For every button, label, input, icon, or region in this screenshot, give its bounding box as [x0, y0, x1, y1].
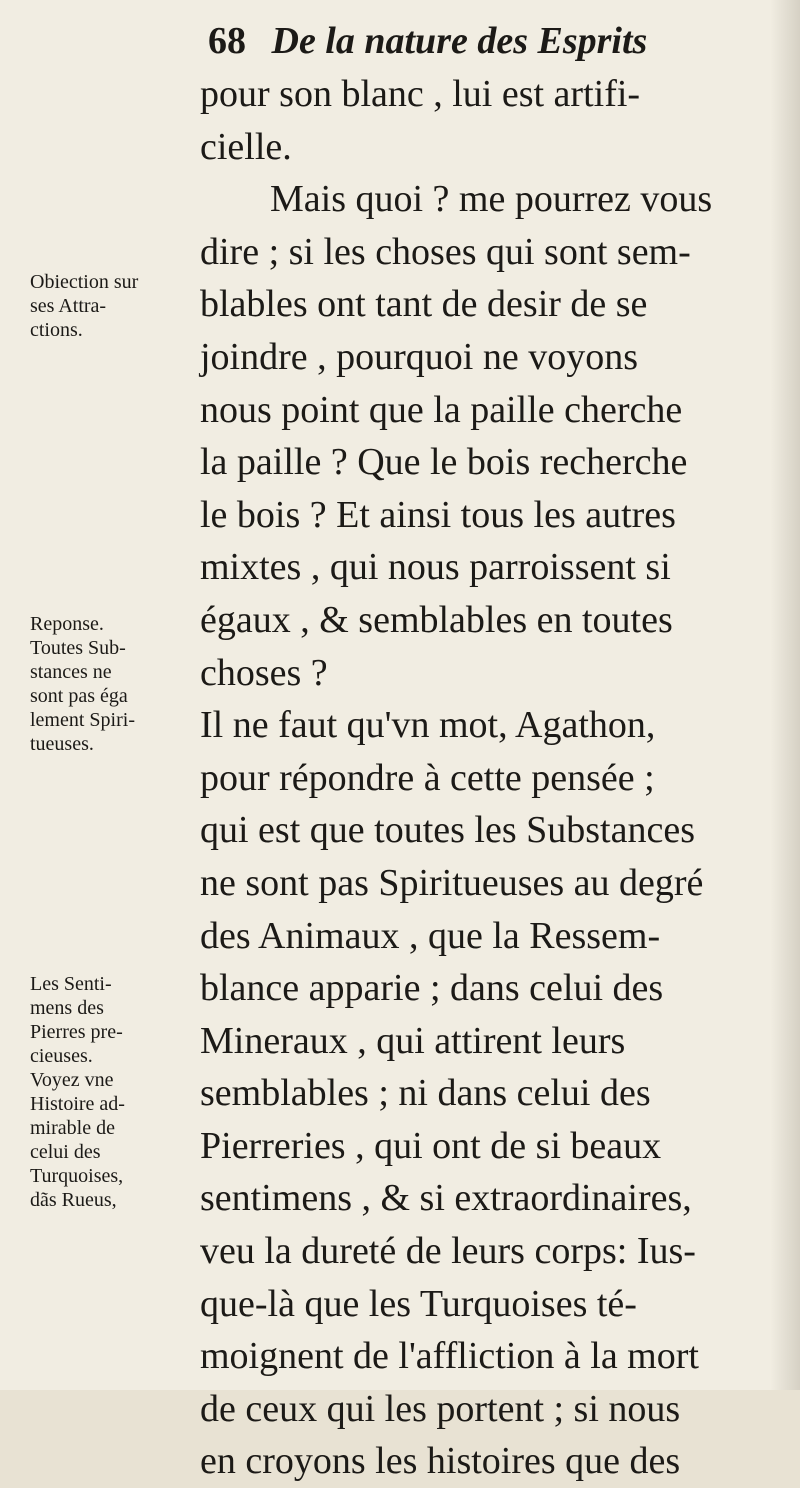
- margin-note-line: Histoire ad-: [30, 1093, 125, 1115]
- margin-note-line: lement Spiri-: [30, 709, 135, 731]
- text-line: des Animaux , que la Ressem-: [200, 914, 661, 957]
- margin-note-line: celui des: [30, 1141, 101, 1163]
- text-line: veu la dureté de leurs corps: Ius-: [200, 1230, 696, 1273]
- text-line: égaux , & semblables en toutes: [200, 598, 673, 641]
- text-line: dire ; si les choses qui sont sem-: [200, 230, 691, 273]
- running-title: De la nature des Esprits: [271, 20, 648, 62]
- margin-note-line: mens des: [30, 997, 104, 1019]
- text-line: semblables ; ni dans celui des: [200, 1072, 651, 1115]
- text-line: Mais quoi ? me pourrez vous: [270, 178, 713, 221]
- text-line: Il ne faut qu'vn mot, Agathon,: [200, 704, 656, 747]
- margin-note-line: cieuses.: [30, 1045, 93, 1067]
- margin-note-precious-stones: [30, 972, 195, 1212]
- text-line: nous point que la paille cherche: [200, 388, 683, 431]
- margin-note-response: [30, 612, 195, 756]
- margin-note-line: ctions.: [30, 319, 83, 341]
- text-line: le bois ? Et ainsi tous les autres: [200, 493, 676, 536]
- text-line: sentimens , & si extraordinaires,: [200, 1177, 692, 1220]
- text-line: blables ont tant de desir de se: [200, 283, 648, 326]
- text-line: mixtes , qui nous parroissent si: [200, 546, 671, 589]
- text-line: cielle.: [200, 125, 292, 168]
- text-line: que-là que les Turquoises té-: [200, 1282, 637, 1325]
- text-line: pour répondre à cette pensée ;: [200, 756, 655, 799]
- main-text: [200, 68, 760, 1488]
- page-number: 68: [208, 20, 246, 62]
- text-line: choses ?: [200, 651, 328, 694]
- margin-note-line: ses Attra-: [30, 295, 107, 317]
- margin-note-objection: [30, 270, 195, 342]
- text-line: Mineraux , qui attirent leurs: [200, 1019, 626, 1062]
- text-line: blance apparie ; dans celui des: [200, 967, 664, 1010]
- text-line: ne sont pas Spiritueuses au degré: [200, 861, 704, 904]
- margin-note-line: Obiection sur: [30, 271, 139, 293]
- text-line: qui est que toutes les Substances: [200, 809, 695, 852]
- margin-note-line: Pierres pre-: [30, 1021, 123, 1043]
- text-line: la paille ? Que le bois recherche: [200, 441, 688, 484]
- text-line: en croyons les histoires que des: [200, 1440, 681, 1483]
- page-header: [208, 18, 728, 64]
- margin-note-line: Toutes Sub-: [30, 637, 126, 659]
- text-line: joindre , pourquoi ne voyons: [200, 335, 639, 378]
- margin-note-line: Les Senti-: [30, 973, 112, 995]
- margin-note-line: Turquoises,: [30, 1165, 124, 1187]
- margin-note-line: Voyez vne: [30, 1069, 114, 1091]
- text-line: pour son blanc , lui est artifi-: [200, 73, 641, 115]
- text-line: de ceux qui les portent ; si nous: [200, 1387, 681, 1430]
- margin-note-line: Reponse.: [30, 613, 104, 635]
- margin-note-line: stances ne: [30, 661, 112, 683]
- margin-note-line: mirable de: [30, 1117, 115, 1139]
- text-line: Pierreries , qui ont de si beaux: [200, 1124, 662, 1167]
- text-line: moignent de l'affliction à la mort: [200, 1335, 699, 1378]
- margin-note-line: tueuses.: [30, 733, 94, 755]
- page-edge-shadow: [770, 0, 800, 1390]
- margin-note-line: dãs Rueus,: [30, 1189, 117, 1211]
- margin-note-line: sont pas éga: [30, 685, 128, 707]
